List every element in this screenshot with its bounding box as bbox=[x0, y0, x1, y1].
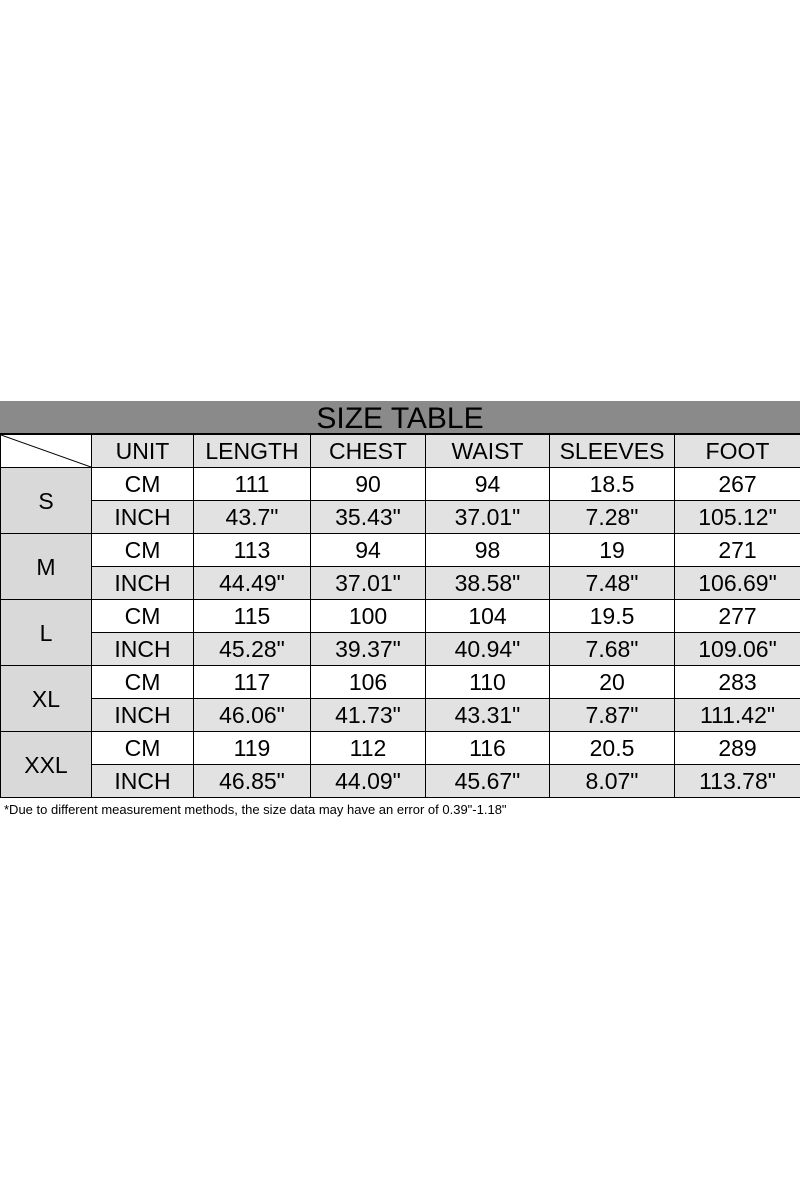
unit-label: INCH bbox=[92, 567, 194, 600]
unit-label: INCH bbox=[92, 765, 194, 798]
chest-value: 100 bbox=[311, 600, 426, 633]
header-foot: FOOT bbox=[675, 435, 800, 468]
size-label: XL bbox=[1, 666, 92, 732]
table-row bbox=[1, 699, 800, 732]
waist-value: 38.58" bbox=[426, 567, 550, 600]
header-waist: WAIST bbox=[426, 435, 550, 468]
unit-label: INCH bbox=[92, 501, 194, 534]
unit-label: CM bbox=[92, 534, 194, 567]
unit-label: CM bbox=[92, 666, 194, 699]
waist-value: 43.31" bbox=[426, 699, 550, 732]
sleeves-value: 8.07" bbox=[550, 765, 675, 798]
waist-value: 116 bbox=[426, 732, 550, 765]
diagonal-divider bbox=[1, 435, 91, 467]
size-table-body bbox=[1, 468, 800, 798]
length-value: 115 bbox=[194, 600, 311, 633]
foot-value: 289 bbox=[675, 732, 800, 765]
length-value: 111 bbox=[194, 468, 311, 501]
foot-value: 283 bbox=[675, 666, 800, 699]
size-table bbox=[0, 434, 800, 798]
chest-value: 90 bbox=[311, 468, 426, 501]
table-row bbox=[1, 732, 800, 765]
unit-label: CM bbox=[92, 468, 194, 501]
corner-cell bbox=[1, 435, 92, 468]
length-value: 43.7" bbox=[194, 501, 311, 534]
size-label: M bbox=[1, 534, 92, 600]
measurement-note: *Due to different measurement methods, the size data may have an error of 0.39"-1.18" bbox=[4, 802, 507, 817]
sleeves-value: 7.48" bbox=[550, 567, 675, 600]
chest-value: 112 bbox=[311, 732, 426, 765]
unit-label: INCH bbox=[92, 633, 194, 666]
waist-value: 110 bbox=[426, 666, 550, 699]
foot-value: 277 bbox=[675, 600, 800, 633]
waist-value: 40.94" bbox=[426, 633, 550, 666]
chest-value: 94 bbox=[311, 534, 426, 567]
waist-value: 98 bbox=[426, 534, 550, 567]
foot-value: 106.69" bbox=[675, 567, 800, 600]
sleeves-value: 20.5 bbox=[550, 732, 675, 765]
header-length: LENGTH bbox=[194, 435, 311, 468]
size-table-title: SIZE TABLE bbox=[0, 401, 800, 434]
table-row bbox=[1, 468, 800, 501]
table-row bbox=[1, 666, 800, 699]
length-value: 119 bbox=[194, 732, 311, 765]
table-row bbox=[1, 534, 800, 567]
table-row bbox=[1, 765, 800, 798]
foot-value: 267 bbox=[675, 468, 800, 501]
chest-value: 35.43" bbox=[311, 501, 426, 534]
header-row bbox=[1, 435, 800, 468]
foot-value: 111.42" bbox=[675, 699, 800, 732]
length-value: 113 bbox=[194, 534, 311, 567]
length-value: 117 bbox=[194, 666, 311, 699]
chest-value: 41.73" bbox=[311, 699, 426, 732]
chest-value: 37.01" bbox=[311, 567, 426, 600]
sleeves-value: 18.5 bbox=[550, 468, 675, 501]
table-row bbox=[1, 501, 800, 534]
chest-value: 44.09" bbox=[311, 765, 426, 798]
length-value: 44.49" bbox=[194, 567, 311, 600]
header-unit: UNIT bbox=[92, 435, 194, 468]
length-value: 46.06" bbox=[194, 699, 311, 732]
length-value: 45.28" bbox=[194, 633, 311, 666]
waist-value: 37.01" bbox=[426, 501, 550, 534]
sleeves-value: 20 bbox=[550, 666, 675, 699]
sleeves-value: 19.5 bbox=[550, 600, 675, 633]
waist-value: 94 bbox=[426, 468, 550, 501]
size-chart bbox=[0, 401, 800, 817]
size-label: XXL bbox=[1, 732, 92, 798]
chest-value: 106 bbox=[311, 666, 426, 699]
sleeves-value: 7.68" bbox=[550, 633, 675, 666]
foot-value: 113.78" bbox=[675, 765, 800, 798]
unit-label: INCH bbox=[92, 699, 194, 732]
table-row bbox=[1, 567, 800, 600]
foot-value: 109.06" bbox=[675, 633, 800, 666]
header-chest: CHEST bbox=[311, 435, 426, 468]
sleeves-value: 7.87" bbox=[550, 699, 675, 732]
foot-value: 105.12" bbox=[675, 501, 800, 534]
chest-value: 39.37" bbox=[311, 633, 426, 666]
table-row bbox=[1, 633, 800, 666]
unit-label: CM bbox=[92, 600, 194, 633]
foot-value: 271 bbox=[675, 534, 800, 567]
header-sleeves: SLEEVES bbox=[550, 435, 675, 468]
unit-label: CM bbox=[92, 732, 194, 765]
size-label: S bbox=[1, 468, 92, 534]
table-row bbox=[1, 600, 800, 633]
sleeves-value: 19 bbox=[550, 534, 675, 567]
size-label: L bbox=[1, 600, 92, 666]
sleeves-value: 7.28" bbox=[550, 501, 675, 534]
waist-value: 45.67" bbox=[426, 765, 550, 798]
waist-value: 104 bbox=[426, 600, 550, 633]
length-value: 46.85" bbox=[194, 765, 311, 798]
